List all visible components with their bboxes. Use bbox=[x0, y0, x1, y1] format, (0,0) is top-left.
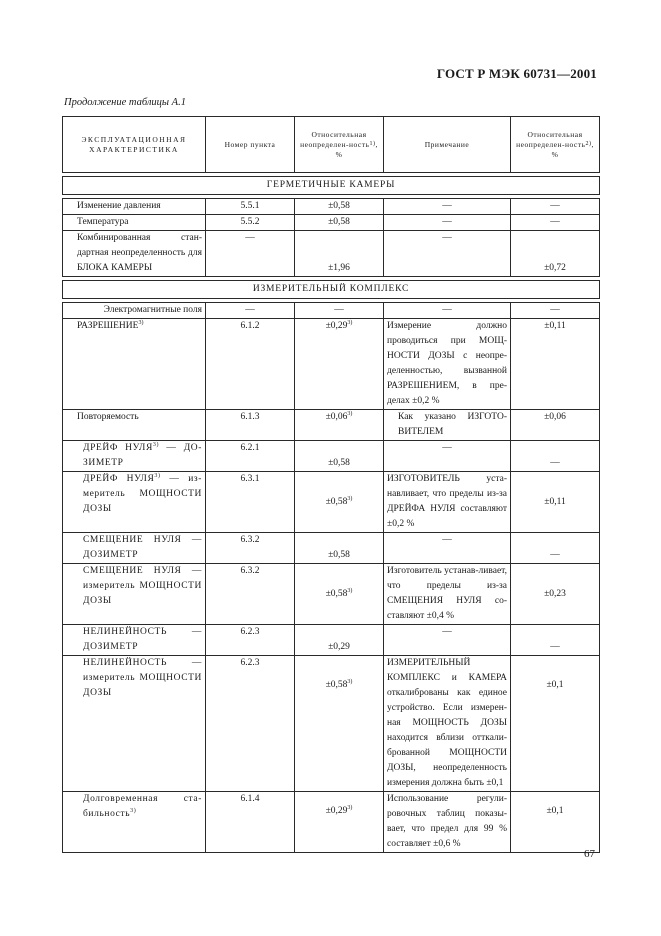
table-row: ДРЕЙФ НУЛЯ$^{3)}$ — ДО-ЗИМЕТР 6.2.1 ±0,58 — — bbox=[63, 441, 600, 472]
table-row: НЕЛИНЕЙНОСТЬ — измеритель МОЩНОСТИ ДОЗЫ 6.2.3 $\pm 0,58^{3)}$ ИЗМЕРИТЕЛЬНЫЙ КОМПЛЕКС и КАМЕРА откалиброваны как единое устройство. Если измерен-ная МОЩНОСТЬ ДОЗЫ находится вблизи отткали-брованной МОЩНОСТИ ДОЗЫ, неопределенность измерения должна быть ±0,1 ±0,1 bbox=[63, 656, 600, 792]
table-row: Повторяемость 6.1.3 $\pm 0,06^{3)}$ Как указано ИЗГОТО-ВИТЕЛЕМ ±0,06 bbox=[63, 410, 600, 441]
header-item-number: Номер пункта bbox=[206, 117, 295, 173]
table-row: ДРЕЙФ НУЛЯ$^{3)}$ — из-меритель МОЩНОСТИ ДОЗЫ 6.3.1 $\pm 0,58^{3)}$ ИЗГОТОВИТЕЛЬ уста-навливает, что пределы из-за ДРЕЙФА НУЛЯ составляют ±0,2 % ±0,11 bbox=[63, 472, 600, 533]
header-uncertainty-1: Относительная неопределен-ность$^{1)}$, % bbox=[295, 117, 384, 173]
uncertainty-table bbox=[62, 116, 600, 853]
table-row: Долговременная ста-бильность$^{3)}$ 6.1.4 $\pm 0,29^{3)}$ Использование регули-ровочных таблиц показы-вает, что предел для 99 % составляет ±0,6 % ±0,1 bbox=[63, 792, 600, 853]
table-caption: Продолжение таблицы А.1 bbox=[64, 97, 186, 108]
table-row: Температура 5.5.2 ±0,58 — — bbox=[63, 215, 600, 231]
table-row: Изменение давления 5.5.1 ±0,58 — — bbox=[63, 199, 600, 215]
table-row: СМЕЩЕНИЕ НУЛЯ — ДОЗИМЕТР 6.3.2 ±0,58 — — bbox=[63, 533, 600, 564]
section-title: ИЗМЕРИТЕЛЬНЫЙ КОМПЛЕКС bbox=[63, 281, 600, 299]
table-row: Комбинированная стан-дартная неопределенность для БЛОКА КАМЕРЫ — ±1,96 — ±0,72 bbox=[63, 231, 600, 277]
table-row: Электромагнитные поля — — — — bbox=[63, 303, 600, 319]
header-note: Примечание bbox=[384, 117, 511, 173]
header-characteristic: ЭКСПЛУАТАЦИОННАЯ ХАРАКТЕРИСТИКА bbox=[63, 117, 206, 173]
table-row: РАЗРЕШЕНИЕ$^{3)}$ 6.1.2 $\pm 0,29^{3)}$ Измерение должно проводиться при МОЩ-НОСТИ ДОЗЫ с неопре-деленностью, вызванной РАЗРЕШЕНИЕМ, в пре-делах ±0,2 % ±0,11 bbox=[63, 319, 600, 410]
table-header-row bbox=[63, 117, 600, 173]
section-row-complex bbox=[63, 281, 600, 299]
header-uncertainty-2: Относительная неопределен-ность$^{2)}$, % bbox=[511, 117, 600, 173]
table-row: СМЕЩЕНИЕ НУЛЯ — измеритель МОЩНОСТИ ДОЗЫ 6.3.2 $\pm 0,58^{3)}$ Изготовитель устанав-ливает, что пределы из-за СМЕЩЕНИЯ НУЛЯ со-ставляют ±0,4 % ±0,23 bbox=[63, 564, 600, 625]
section-title: ГЕРМЕТИЧНЫЕ КАМЕРЫ bbox=[63, 177, 600, 195]
section-row-chambers bbox=[63, 177, 600, 195]
table-row: НЕЛИНЕЙНОСТЬ — ДОЗИМЕТР 6.2.3 ±0,29 — — bbox=[63, 625, 600, 656]
page-number: 67 bbox=[584, 848, 595, 860]
standard-designation: ГОСТ Р МЭК 60731—2001 bbox=[436, 66, 597, 81]
